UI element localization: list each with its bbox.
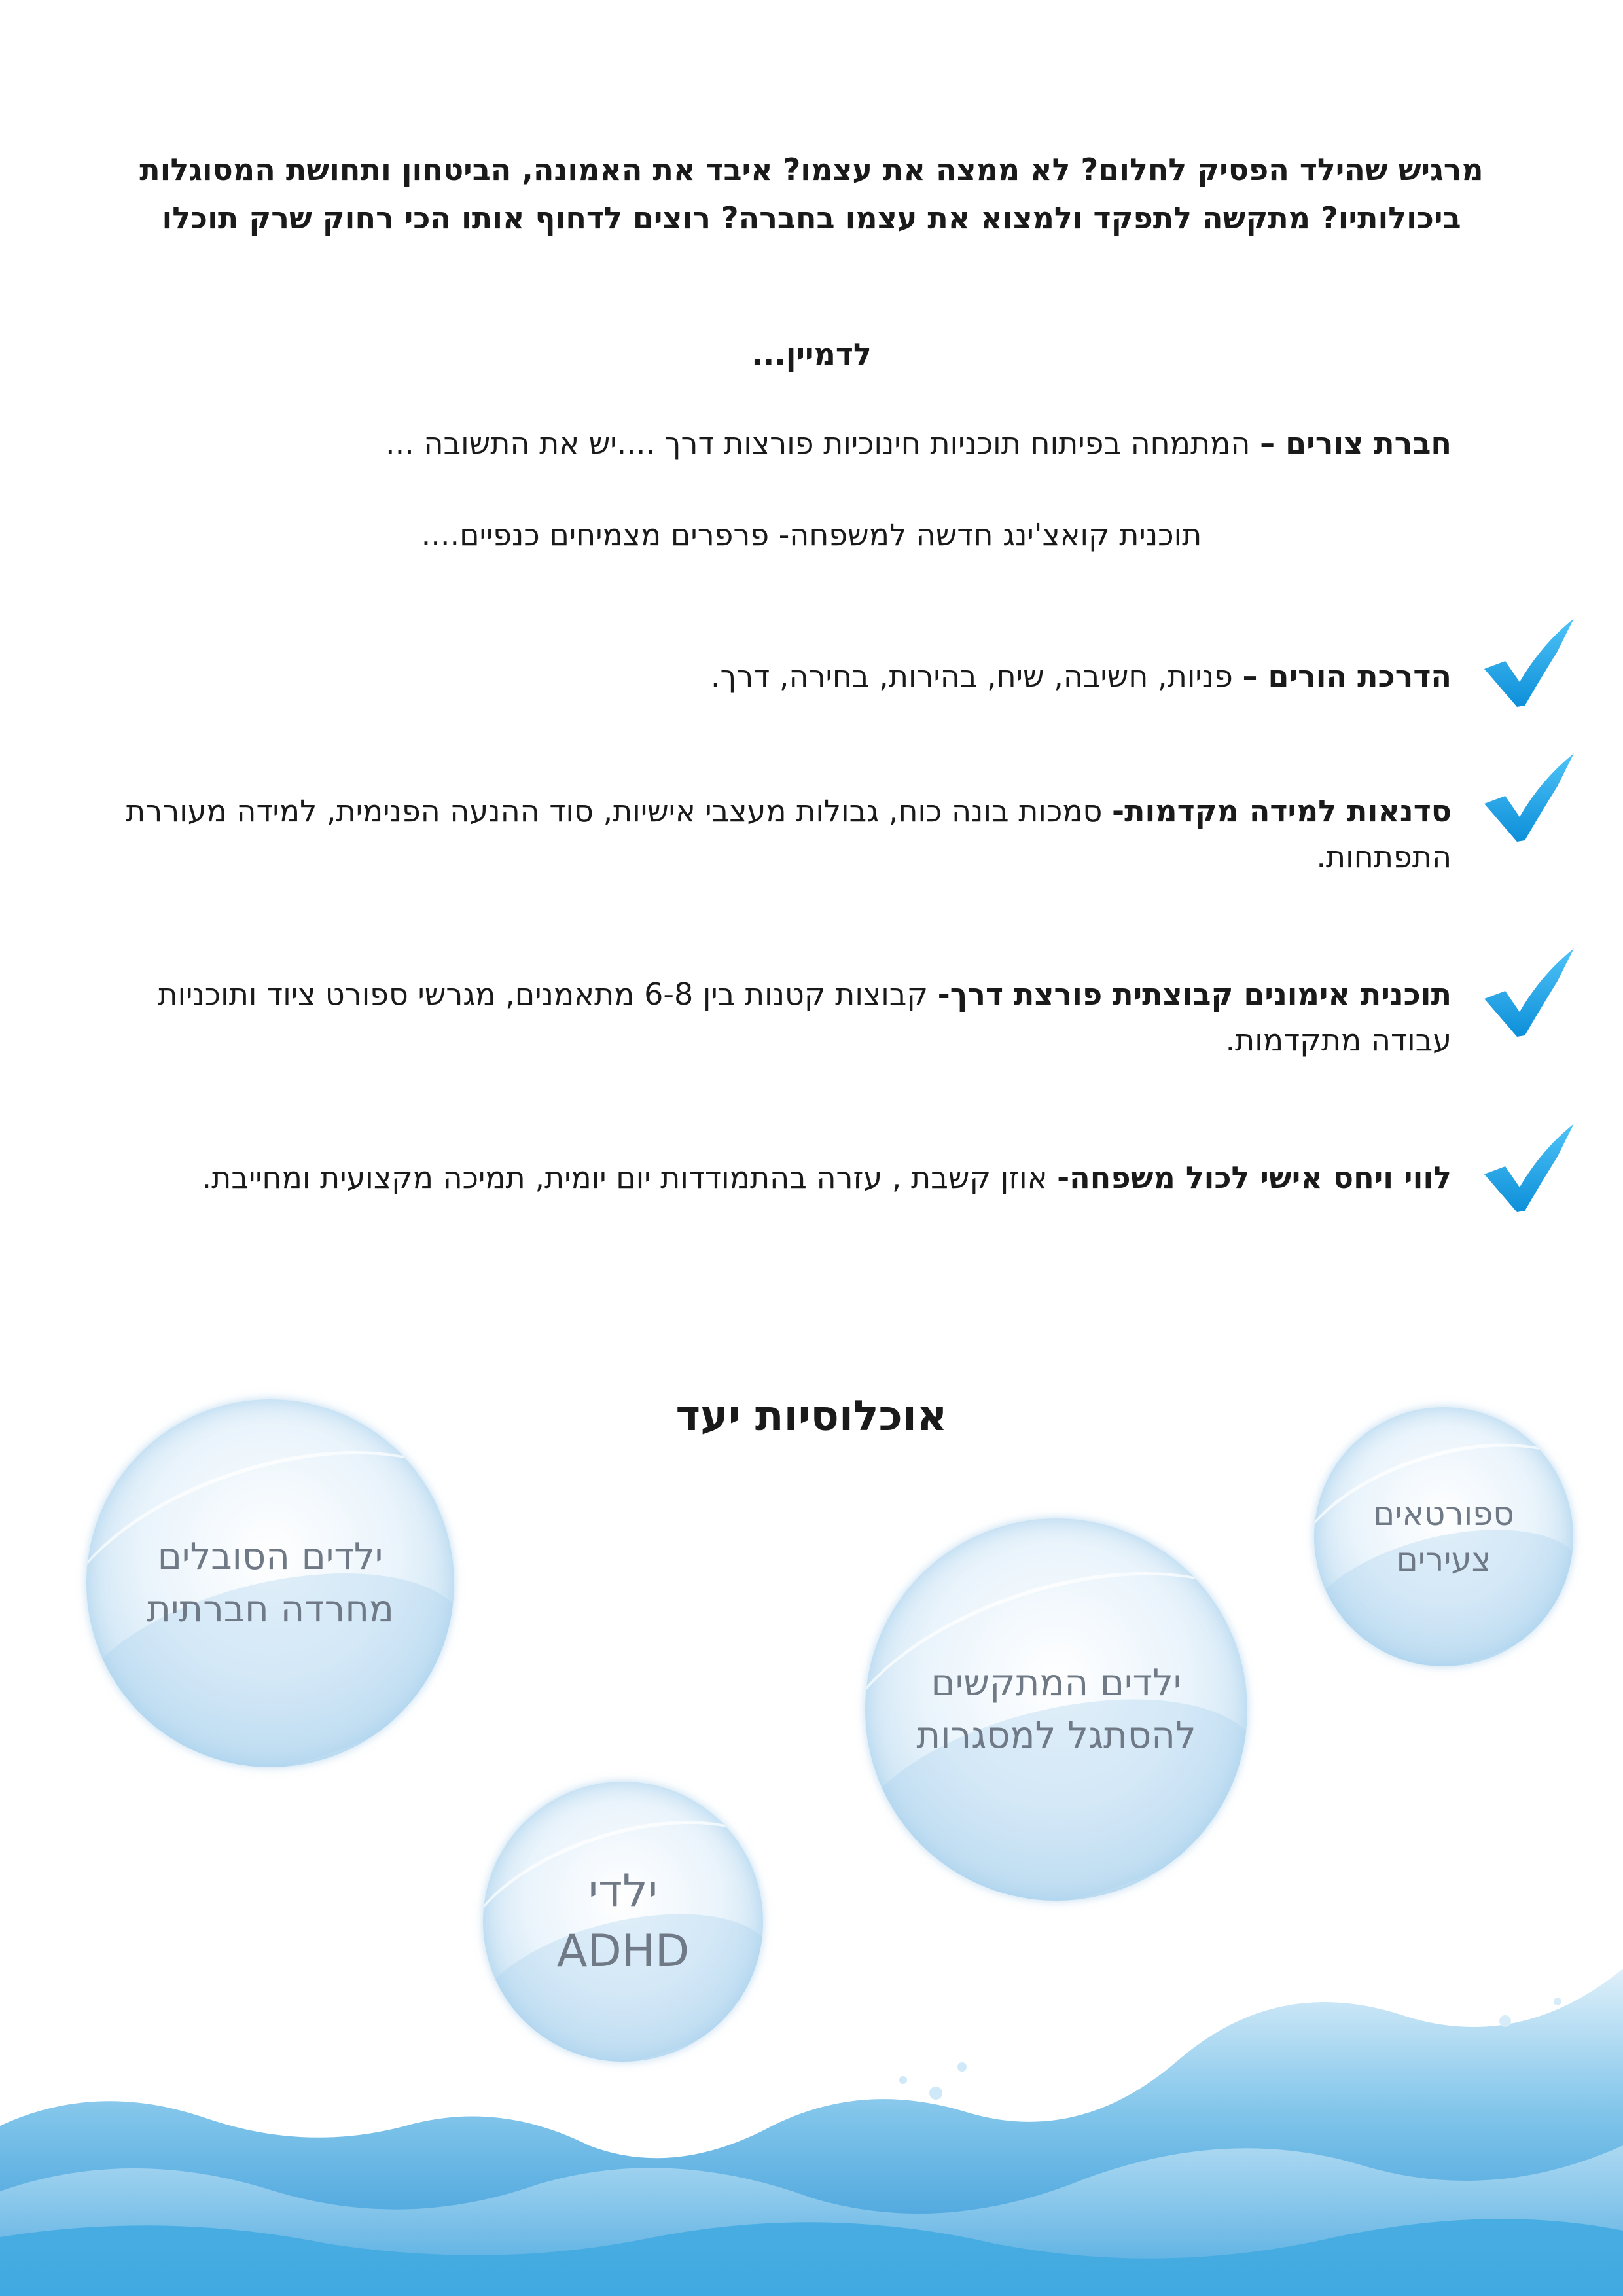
checkmark-icon [1479,750,1577,848]
intro-paragraph: מרגיש שהילד הפסיק לחלום? לא ממצה את עצמו? איבד את האמונה, הביטחון ותחושת המסוגלות ביכולותיו? מתקשה לתפקד ולמצוא את עצמו בחברה? רוצים לדחוף אותו הכי רחוק שרק תוכלו [139,152,1484,236]
target-bubble-young-athletes [1314,1407,1573,1666]
checkmark-icon [1479,615,1577,713]
feature-item [77,971,1452,1063]
checkmark-icon [1479,945,1577,1043]
feature-text: סמכות בונה כוח, גבולות מעצבי אישיות, סוד ההנעה הפנימית, למידה מעוררת התפתחות. [126,793,1452,874]
company-statement [143,420,1452,466]
feature-item [77,653,1452,699]
feature-title: סדנאות למידה מקדמות- [1112,793,1452,829]
feature-title: תוכנית אימונים קבוצתית פורצת דרך- [937,977,1452,1012]
program-tagline: תוכנית קואצ'ינג חדשה למשפחה- פרפרים מצמיחים כנפיים.... [421,517,1202,552]
target-label: ספורטאים צעירים [1373,1495,1514,1579]
feature-text: פניות, חשיבה, שיח, בהירות, בחירה, דרך. [710,658,1243,694]
feature-title: הדרכת הורים – [1242,658,1452,694]
imagine-heading: לדמיין... [751,336,872,372]
company-name: חברת צורים – [1260,425,1452,461]
target-bubble-adjustment [865,1518,1247,1901]
target-label: ילדי ADHD [556,1865,690,1977]
target-label: ילדים המתקשים להסתגל למסגרות [916,1662,1196,1757]
target-bubble-social-anxiety [86,1399,454,1767]
checkmark-icon [1479,1121,1577,1219]
feature-text: אוזן קשבת , עזרה בהתמודדות יום יומית, תמיכה מקצועית ומחייבת. [202,1160,1058,1195]
feature-text: קבוצות קטנות בין 6-8 מתאמנים, מגרשי ספורט ציוד ותוכניות עבודה מתקדמות. [158,977,1452,1058]
water-splash-decoration [0,1929,1623,2296]
feature-item [77,1155,1452,1200]
target-audiences-title: אוכלוסיות יעד [675,1392,948,1441]
feature-item [77,788,1452,880]
target-label: ילדים הסובלים מחרדה חברתית [147,1535,394,1630]
feature-title: לווי ויחס אישי לכול משפחה- [1057,1160,1452,1195]
company-description: המתמחה בפיתוח תוכניות חינוכיות פורצות דרך ....יש את התשובה ... [385,425,1260,461]
